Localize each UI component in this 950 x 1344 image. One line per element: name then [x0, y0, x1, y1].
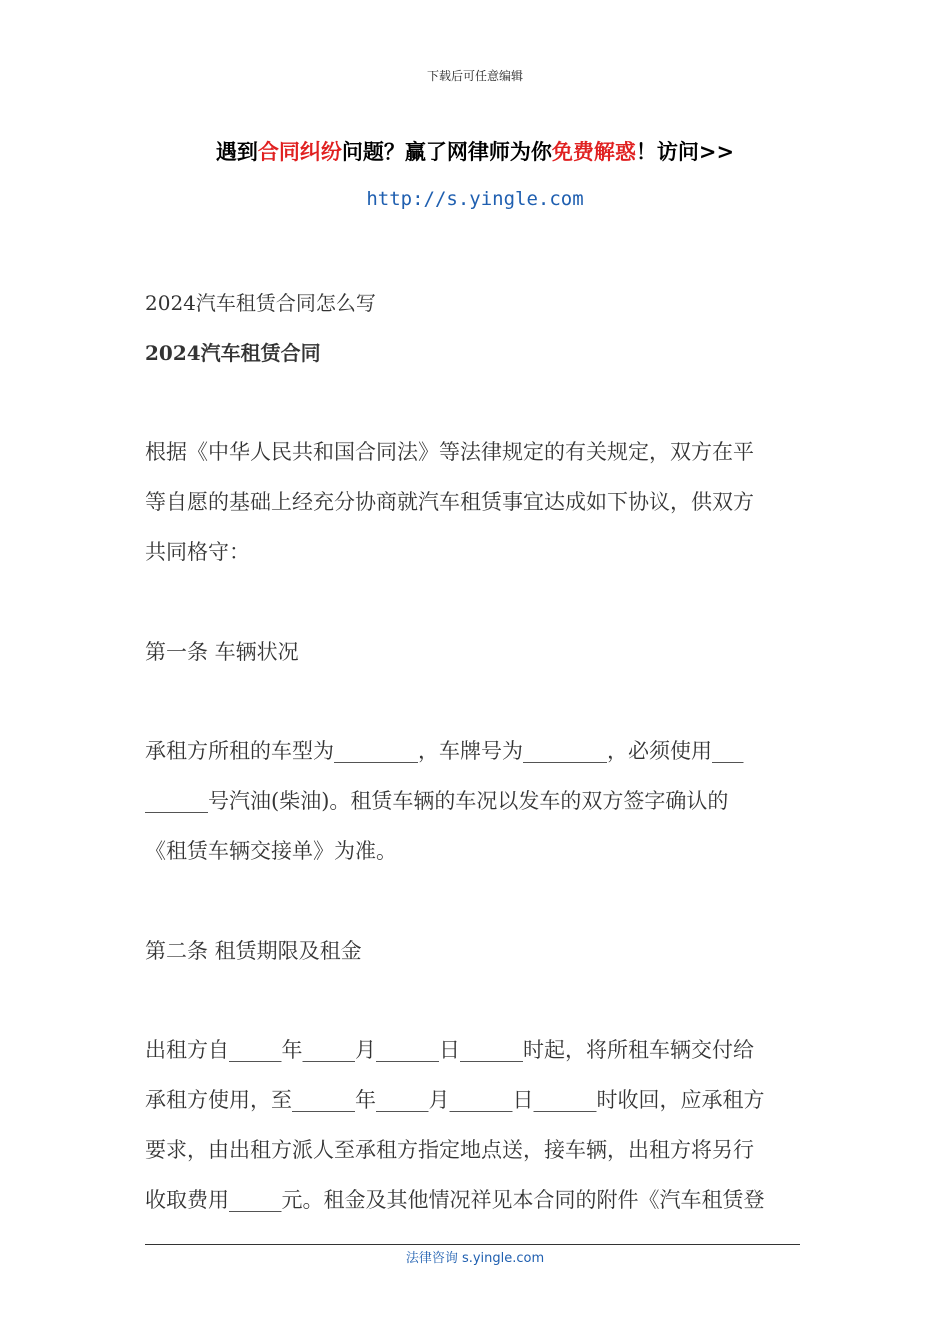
promo-highlight-contract-dispute: 合同纠纷	[257, 139, 342, 164]
article-1-heading: 第一条 车辆状况	[145, 640, 299, 664]
article-2-line: 收取费用_____元。租金及其他情况祥见本合同的附件《汽车租赁登	[145, 1188, 765, 1212]
article-1-line: 《租赁车辆交接单》为准。	[145, 839, 397, 863]
promo-link[interactable]: http://s.yingle.com	[366, 188, 584, 210]
article-1-line: ______号汽油(柴油)。租赁车辆的车况以发车的双方签字确认的	[145, 789, 729, 813]
document-subtitle: 2024汽车租赁合同怎么写	[145, 291, 376, 315]
footer-divider	[145, 1244, 800, 1245]
intro-line: 根据《中华人民共和国合同法》等法律规定的有关规定，双方在平	[145, 440, 754, 464]
article-2-line: 出租方自_____年_____月______日______时起，将所租车辆交付给	[145, 1038, 754, 1062]
article-2-line: 承租方使用，至______年_____月______日______时收回，应承租方	[145, 1088, 765, 1112]
footer-link[interactable]: 法律咨询 s.yingle.com	[405, 1251, 545, 1266]
article-2-heading: 第二条 租赁期限及租金	[145, 939, 362, 963]
intro-line: 共同格守：	[145, 540, 250, 564]
promo-highlight-free: 免费解惑	[551, 139, 636, 164]
intro-line: 等自愿的基础上经充分协商就汽车租赁事宜达成如下协议，供双方	[145, 490, 754, 514]
header-note: 下载后可任意编辑	[426, 69, 523, 83]
article-2-line: 要求，由出租方派人至承租方指定地点送，接车辆，出租方将另行	[145, 1138, 754, 1162]
promo-text-3: ！访问>>	[635, 139, 735, 164]
promo-text-2: 问题？赢了网律师为你	[341, 139, 552, 164]
article-1-line: 承租方所租的车型为________，车牌号为________，必须使用___	[145, 739, 744, 763]
promo-banner[interactable]	[0, 136, 950, 166]
document-title: 2024汽车租赁合同	[145, 341, 321, 365]
promo-text-1: 遇到	[215, 139, 258, 164]
